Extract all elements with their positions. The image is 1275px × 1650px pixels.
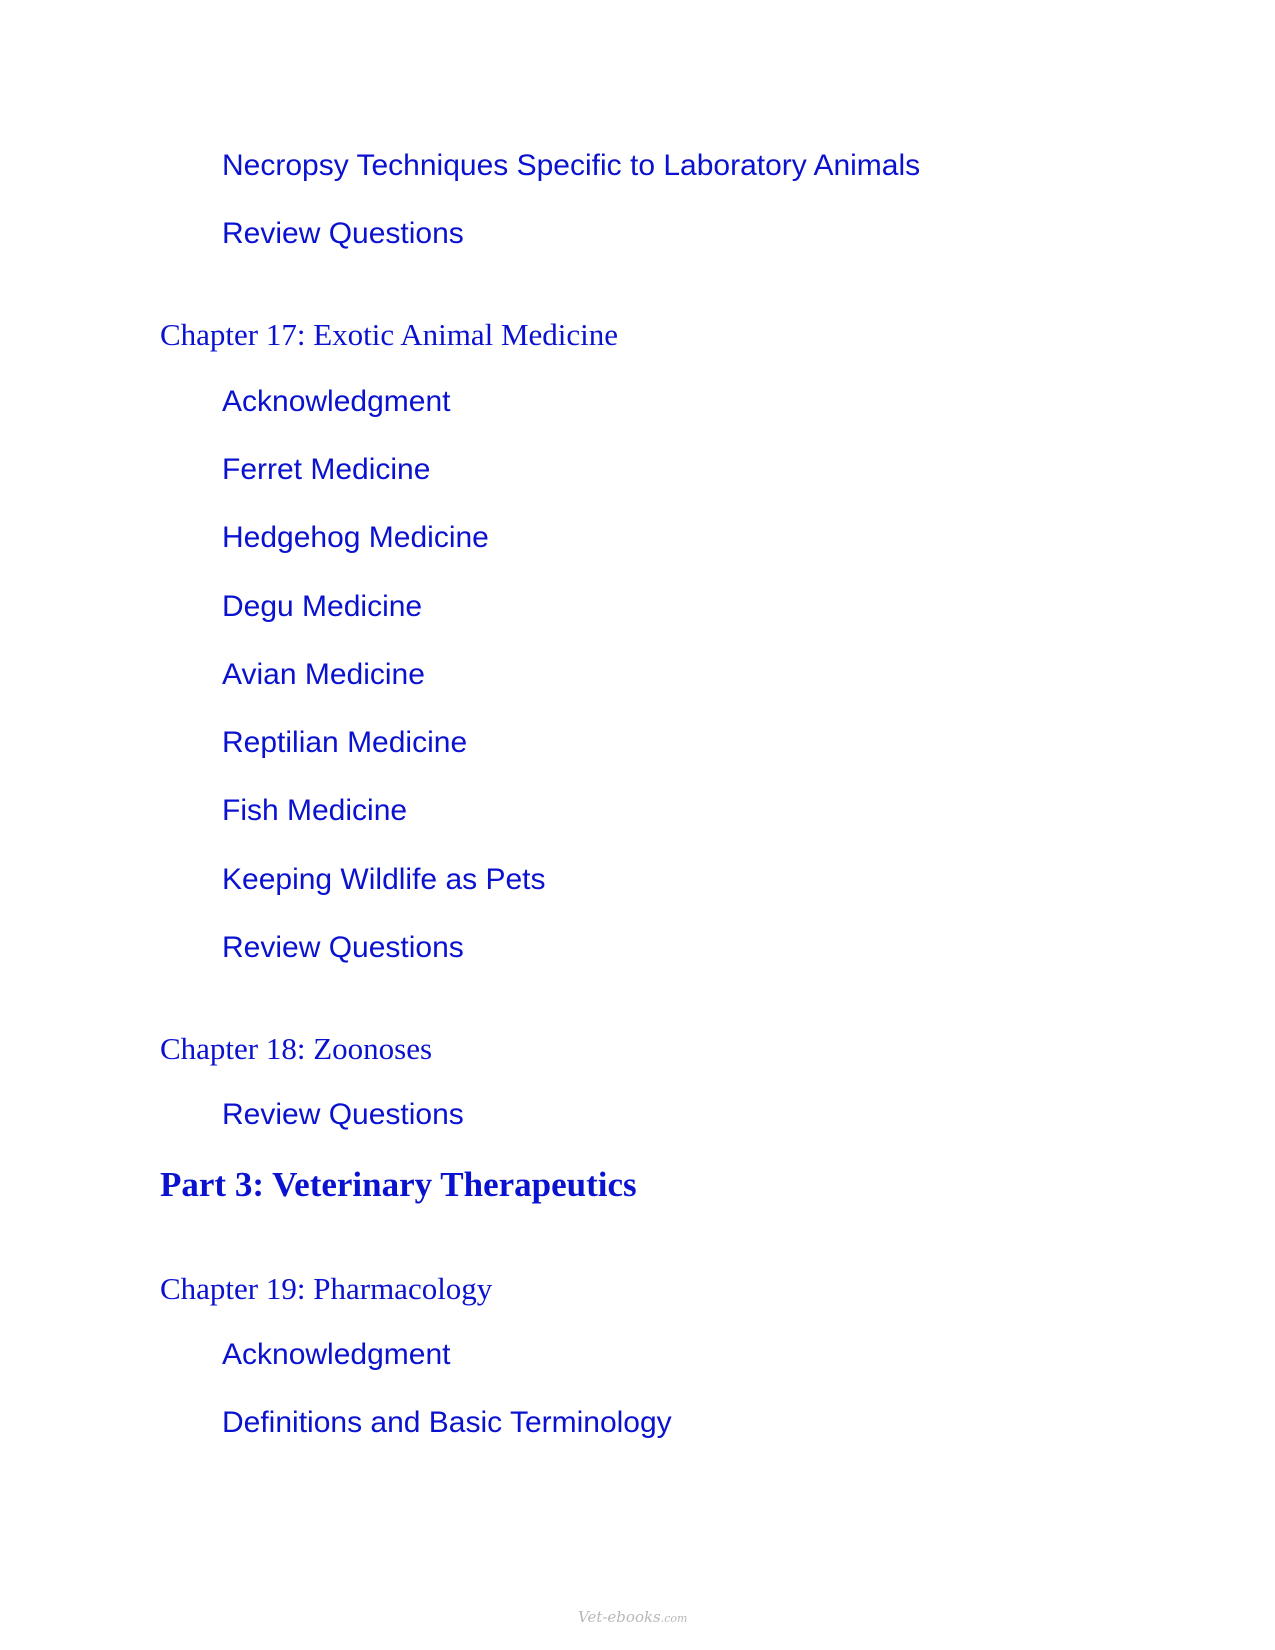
toc-link-reptilian-medicine[interactable]: Reptilian Medicine <box>222 726 468 759</box>
toc-link-review-questions[interactable]: Review Questions <box>222 931 464 964</box>
toc-link-avian-medicine[interactable]: Avian Medicine <box>222 658 425 691</box>
toc-link-hedgehog-medicine[interactable]: Hedgehog Medicine <box>222 521 489 554</box>
toc-link-acknowledgment[interactable]: Acknowledgment <box>222 1338 451 1371</box>
watermark-text: Vet-ebooks <box>578 1608 661 1626</box>
watermark-suffix: .com <box>660 1612 688 1625</box>
toc-link-review-questions[interactable]: Review Questions <box>222 217 464 250</box>
toc-link-review-questions[interactable]: Review Questions <box>222 1098 464 1131</box>
toc-link-necropsy-techniques[interactable]: Necropsy Techniques Specific to Laboratory Animals <box>222 149 921 182</box>
toc-link-acknowledgment[interactable]: Acknowledgment <box>222 385 451 418</box>
toc-link-keeping-wildlife-as-pets[interactable]: Keeping Wildlife as Pets <box>222 863 546 896</box>
toc-link-degu-medicine[interactable]: Degu Medicine <box>222 590 423 623</box>
watermark-logo <box>578 1608 687 1626</box>
toc-link-fish-medicine[interactable]: Fish Medicine <box>222 794 408 827</box>
toc-part-3[interactable]: Part 3: Veterinary Therapeutics <box>160 1165 637 1204</box>
toc-chapter-17[interactable]: Chapter 17: Exotic Animal Medicine <box>160 317 619 352</box>
toc-chapter-18[interactable]: Chapter 18: Zoonoses <box>160 1031 433 1066</box>
toc-chapter-19[interactable]: Chapter 19: Pharmacology <box>160 1271 493 1306</box>
toc-link-ferret-medicine[interactable]: Ferret Medicine <box>222 453 431 486</box>
toc-link-definitions-basic-terminology[interactable]: Definitions and Basic Terminology <box>222 1406 672 1439</box>
